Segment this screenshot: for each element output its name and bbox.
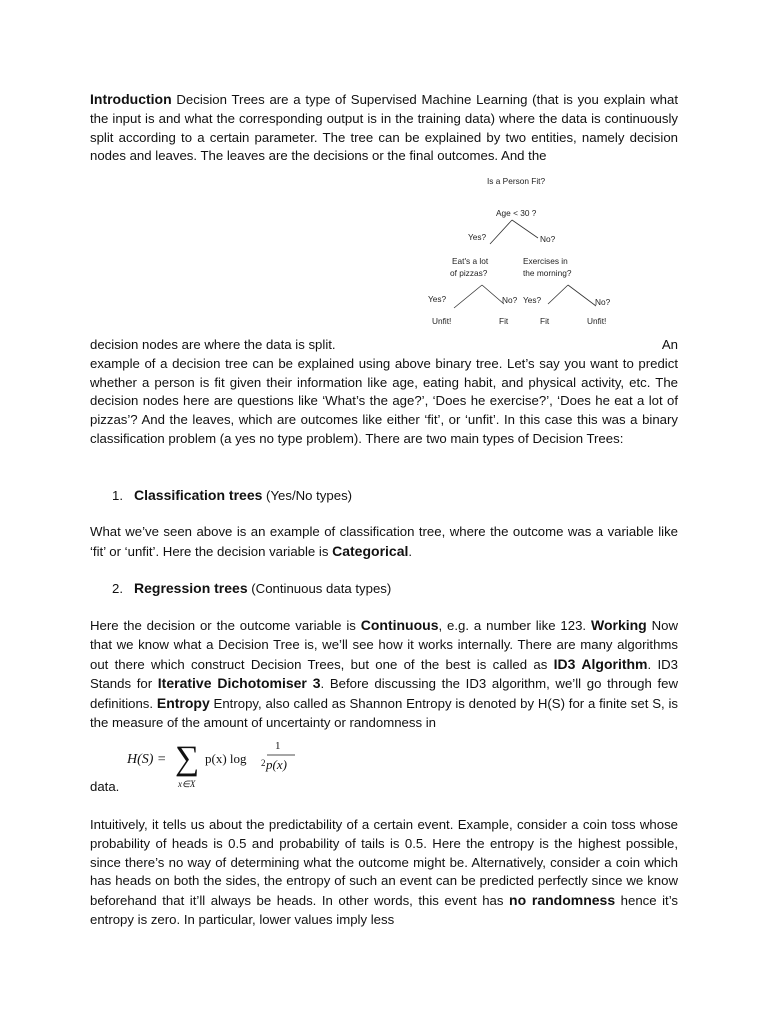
tree-rl-label: Yes?	[523, 295, 542, 305]
intuit-t2: hence it’s entropy is zero. In particular, lower values imply less	[90, 893, 678, 927]
tree-no: No?	[540, 234, 556, 244]
list-2-title: Regression trees	[134, 580, 248, 596]
list-1-title: Classification trees	[134, 487, 263, 503]
reg-t4: . ID3 Stands for	[90, 656, 678, 692]
formula-sub: x∈X	[178, 779, 196, 789]
reg-b1: Continuous	[360, 617, 439, 633]
list-2-rest: (Continuous data types)	[247, 581, 392, 596]
intro-heading: Introduction	[90, 91, 172, 107]
reg-t2: , e.g. a number like 123.	[438, 618, 591, 633]
edge-left-left	[454, 285, 482, 308]
tree-ll-label: Yes?	[428, 294, 447, 304]
list-item-2	[90, 579, 678, 599]
list-2-number: 2.	[112, 581, 123, 596]
reg-b4: Iterative Dichotomiser 3	[157, 675, 321, 692]
list-1-rest: (Yes/No types)	[262, 488, 353, 503]
intro-paragraph	[90, 90, 678, 166]
formula-base: 2	[261, 758, 266, 768]
class-end: .	[408, 543, 413, 559]
tree-lr-label: No?	[502, 295, 518, 305]
tree-right-node-l1: Exercises in	[523, 256, 568, 266]
reg-b5: Entropy	[156, 695, 210, 712]
body-block-2	[90, 336, 678, 449]
data-word-line	[90, 778, 678, 797]
tree-left-node-l1: Eat's a lot	[452, 256, 489, 266]
formula-denominator: p(x)	[266, 757, 287, 772]
split-line-start: decision nodes are where the data is split.	[90, 337, 336, 352]
formula-term: p(x) log	[205, 751, 247, 766]
formula-sigma: ∑	[175, 740, 200, 777]
class-text: What we’ve seen above is an example of classification tree, where the outcome was a variable like ‘fit’ or ‘unfit’. Here the decision variable is	[90, 524, 678, 559]
tree-leaf-2: Fit	[499, 316, 509, 326]
regression-paragraph	[90, 616, 678, 733]
tree-title: Is a Person Fit?	[487, 176, 546, 186]
reg-b2: Working	[590, 617, 647, 633]
edge-right-left	[548, 285, 568, 304]
intro-text: Decision Trees are a type of Supervised Machine Learning (that is you explain what the input is and what the corresponding output is in the training data) where the data is continuously split according to a certain parameter. The tree can be explained by two entities, namely decision nodes and leaves. The leaves are the decisions or the final outcomes. And the	[90, 92, 678, 164]
edge-left-right	[482, 285, 504, 304]
tree-right-node-l2: the morning?	[523, 268, 572, 278]
classification-paragraph	[90, 523, 678, 562]
intuit-b1: no randomness	[509, 892, 616, 909]
tree-rr-label: No?	[595, 297, 611, 307]
edge-root-left	[490, 220, 512, 244]
split-line-end: An	[661, 337, 678, 352]
tree-leaf-4: Unfit!	[587, 316, 607, 326]
tree-leaf-3: Fit	[540, 316, 550, 326]
reg-t1: Here the decision or the outcome variable is	[90, 618, 361, 633]
reg-t6: Entropy, also called as Shannon Entropy is denoted by H(S) for a finite set S, is the measure of the amount of uncertainty or randomness in	[90, 696, 678, 730]
tree-leaf-1: Unfit!	[432, 316, 452, 326]
tree-yes: Yes?	[468, 232, 487, 242]
intuit-t1: Intuitively, it tells us about the predictability of a certain event. Example, consider a coin toss whose probability of heads is 0.5 and probability of tails is 0.5. Here the entropy is the highest possible, since there’s no way of determining what the outcome might be. Alternatively, consider a coin which has heads on both the sides, the entropy of such an event can be predicted perfectly since we know beforehand that it’ll always be heads. In other words, this event has	[90, 817, 678, 909]
tree-left-node-l2: of pizzas?	[450, 268, 488, 278]
reg-t3: Now that we know what a Decision Tree is, we’ll see how it works internally. There are many algorithms out there which construct Decision Trees, but one of the best is called as	[90, 618, 679, 672]
list-item-1	[90, 486, 678, 506]
class-bold: Categorical	[332, 542, 409, 559]
reg-t5: . Before discussing the ID3 algorithm, we’ll go through few definitions.	[90, 676, 678, 712]
document-body	[90, 90, 678, 166]
decision-tree-diagram	[420, 172, 630, 332]
tree-root: Age < 30 ?	[496, 208, 537, 218]
data-word: data.	[90, 779, 120, 794]
formula-lhs: H(S) =	[127, 752, 167, 767]
example-paragraph: example of a decision tree can be explained using above binary tree. Let’s say you want to predict whether a person is fit given their information like age, eating habit, and physical activity, etc. The decision nodes here are questions like ‘What’s the age?’, ‘Does he exercise?’, ‘Does he eat a lot of pizzas’? And the leaves, which are outcomes like either ‘fit’, or ‘unfit’. In this case this was a binary classification problem (a yes no type problem). There are two main types of Decision Trees:	[90, 355, 678, 446]
edge-root-right	[512, 220, 538, 238]
reg-b3: ID3 Algorithm	[553, 655, 648, 672]
edge-right-right	[568, 285, 596, 306]
split-line	[90, 336, 678, 355]
formula-numerator: 1	[275, 740, 281, 752]
list-1-number: 1.	[112, 488, 123, 503]
intuition-paragraph	[90, 816, 678, 930]
